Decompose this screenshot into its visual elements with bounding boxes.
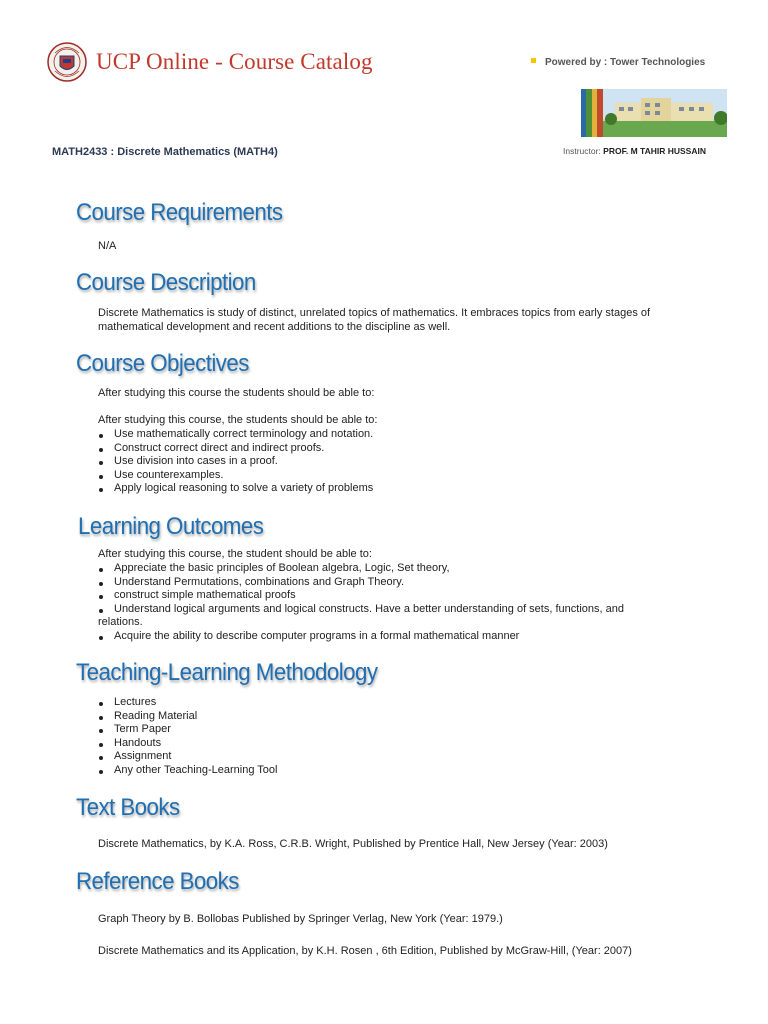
- university-seal-icon: [46, 40, 88, 84]
- heading-teaching-methodology: Teaching-Learning Methodology: [76, 659, 378, 686]
- site-title: UCP Online - Course Catalog: [96, 49, 373, 74]
- instructor-name: PROF. M TAHIR HUSSAIN: [603, 146, 706, 156]
- course-code-title: MATH2433 : Discrete Mathematics (MATH4): [52, 146, 278, 158]
- powered-by-link[interactable]: [531, 57, 705, 68]
- heading-course-objectives: Course Objectives: [76, 350, 249, 377]
- outcomes-list: [98, 562, 658, 643]
- list-item: Term Paper: [98, 723, 278, 737]
- list-item: Use mathematically correct terminology and notation.: [98, 428, 373, 442]
- list-item: Construct correct direct and indirect proofs.: [98, 442, 373, 456]
- requirements-text: N/A: [98, 240, 117, 252]
- outcomes-intro: After studying this course, the student should be able to:: [98, 548, 372, 560]
- description-text: Discrete Mathematics is study of distinct, unrelated topics of mathematics. It embraces topics from early stages of mathematical development and recent additions to the discipline as well.: [98, 307, 651, 333]
- methodology-list: [98, 696, 278, 777]
- objectives-intro-2: After studying this course, the students should be able to:: [98, 414, 378, 426]
- campus-building-photo: [581, 89, 727, 137]
- list-item: Apply logical reasoning to solve a variety of problems: [98, 482, 373, 496]
- objectives-list: [98, 428, 373, 496]
- reference-item: Graph Theory by B. Bollobas Published by Springer Verlag, New York (Year: 1979.): [98, 913, 503, 925]
- list-item: construct simple mathematical proofs: [98, 589, 658, 603]
- textbook-item: Discrete Mathematics, by K.A. Ross, C.R.B. Wright, Published by Prentice Hall, New Jersey (Year: 2003): [98, 838, 608, 850]
- list-item: Understand Permutations, combinations and Graph Theory.: [98, 576, 658, 590]
- list-item: Any other Teaching-Learning Tool: [98, 764, 278, 778]
- bullet-square-icon: [531, 58, 536, 63]
- list-item: Understand logical arguments and logical constructs. Have a better understanding of sets, functions, and relations.: [98, 603, 658, 630]
- heading-course-description: Course Description: [76, 269, 256, 296]
- reference-item: Discrete Mathematics and its Application, by K.H. Rosen , 6th Edition, Published by McGraw-Hill, (Year: 2007): [98, 945, 632, 957]
- heading-course-requirements: Course Requirements: [76, 199, 283, 226]
- objectives-intro-1: After studying this course the students should be able to:: [98, 387, 375, 399]
- instructor-label: Instructor:: [563, 146, 601, 156]
- list-item: Assignment: [98, 750, 278, 764]
- instructor-info: [563, 146, 706, 156]
- list-item: Handouts: [98, 737, 278, 751]
- list-item: Reading Material: [98, 710, 278, 724]
- powered-by-text: Powered by : Tower Technologies: [545, 57, 706, 68]
- heading-learning-outcomes: Learning Outcomes: [78, 513, 264, 540]
- heading-text-books: Text Books: [76, 794, 180, 821]
- list-item: Use division into cases in a proof.: [98, 455, 373, 469]
- list-item: Appreciate the basic principles of Boolean algebra, Logic, Set theory,: [98, 562, 658, 576]
- list-item: Lectures: [98, 696, 278, 710]
- list-item: Use counterexamples.: [98, 469, 373, 483]
- list-item: Acquire the ability to describe computer programs in a formal mathematical manner: [98, 630, 658, 644]
- heading-reference-books: Reference Books: [76, 868, 239, 895]
